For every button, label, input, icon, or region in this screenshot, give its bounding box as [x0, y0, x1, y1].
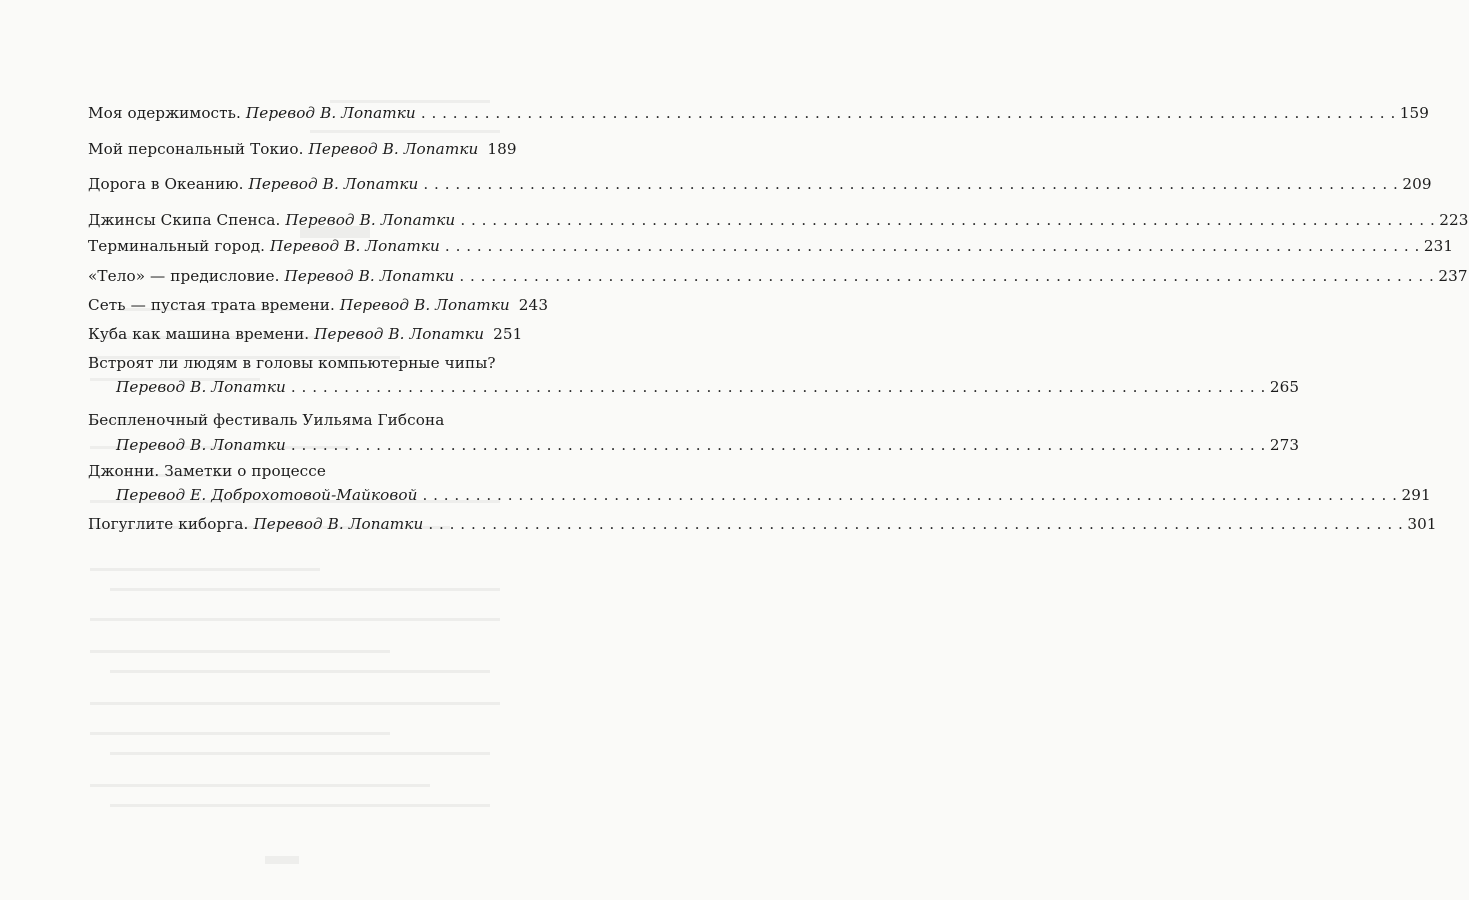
leader-dots [423, 175, 1398, 194]
entry-title: Дорога в Океанию. [88, 175, 244, 193]
entry-translator: Перевод В. Лопатки [270, 237, 440, 255]
entry-title: Встроят ли людям в головы компьютерные чипы? [88, 354, 496, 372]
leader-dots [291, 378, 1266, 397]
entry-translator: Перевод Е. Доброхотовой-Майковой [116, 486, 418, 504]
toc-entry[interactable] [88, 325, 523, 344]
entry-translator: Перевод В. Лопатки [116, 436, 286, 454]
leader-dots [460, 211, 1435, 230]
toc-entry[interactable] [88, 296, 549, 315]
toc-entry[interactable] [88, 175, 1432, 194]
toc-entry[interactable] [88, 237, 1454, 256]
toc-entry[interactable] [88, 267, 1468, 286]
entry-page-number: 223 [1439, 211, 1469, 229]
entry-page-number: 291 [1401, 486, 1431, 504]
toc-entry[interactable] [88, 354, 1300, 397]
entry-page-number: 231 [1423, 237, 1454, 255]
entry-title: Джинсы Скипа Спенса. [88, 211, 281, 229]
leader-dots [428, 515, 1403, 534]
toc-entry[interactable] [88, 411, 1300, 455]
entry-page-number: 301 [1407, 515, 1437, 533]
entry-translator: Перевод В. Лопатки [314, 325, 485, 343]
entry-title: Джонни. Заметки о процессе [88, 462, 326, 480]
entry-page-number: 237 [1438, 267, 1468, 285]
toc-entry[interactable] [88, 140, 517, 159]
entry-page-number: 189 [487, 140, 517, 158]
entry-title: Мой персональный Токио. [88, 140, 304, 158]
entry-translator: Перевод В. Лопатки [285, 211, 456, 229]
leader-dots [445, 237, 1420, 256]
leader-dots [421, 104, 1396, 123]
entry-title: Сеть — пустая трата времени. [88, 296, 335, 314]
entry-title: Моя одержимость. [88, 104, 241, 122]
entry-page-number: 159 [1399, 104, 1430, 122]
toc-entry[interactable] [88, 211, 1469, 230]
leader-dots [422, 486, 1397, 505]
entry-translator: Перевод В. Лопатки [248, 175, 419, 193]
entry-page-number: 243 [518, 296, 549, 314]
entry-translator: Перевод В. Лопатки [116, 378, 286, 396]
toc-entry[interactable] [88, 462, 1431, 505]
entry-title: Беспленочный фестиваль Уильяма Гибсона [88, 411, 445, 429]
leader-dots [291, 436, 1266, 455]
leader-dots [459, 267, 1434, 286]
entry-translator: Перевод В. Лопатки [284, 267, 455, 285]
entry-translator: Перевод В. Лопатки [245, 104, 416, 122]
entry-title: Куба как машина времени. [88, 325, 310, 343]
entry-page-number: 265 [1269, 378, 1300, 396]
toc-entry[interactable] [88, 515, 1437, 534]
entry-title: Терминальный город. [88, 237, 266, 255]
entry-title: Погуглите киборга. [88, 515, 249, 533]
entry-page-number: 209 [1402, 175, 1432, 193]
entry-translator: Перевод В. Лопатки [339, 296, 510, 314]
entry-translator: Перевод В. Лопатки [253, 515, 424, 533]
toc-entry[interactable] [88, 104, 1430, 123]
entry-page-number: 273 [1269, 436, 1300, 454]
entry-translator: Перевод В. Лопатки [308, 140, 479, 158]
entry-title: «Тело» — предисловие. [88, 267, 280, 285]
entry-page-number: 251 [493, 325, 523, 343]
